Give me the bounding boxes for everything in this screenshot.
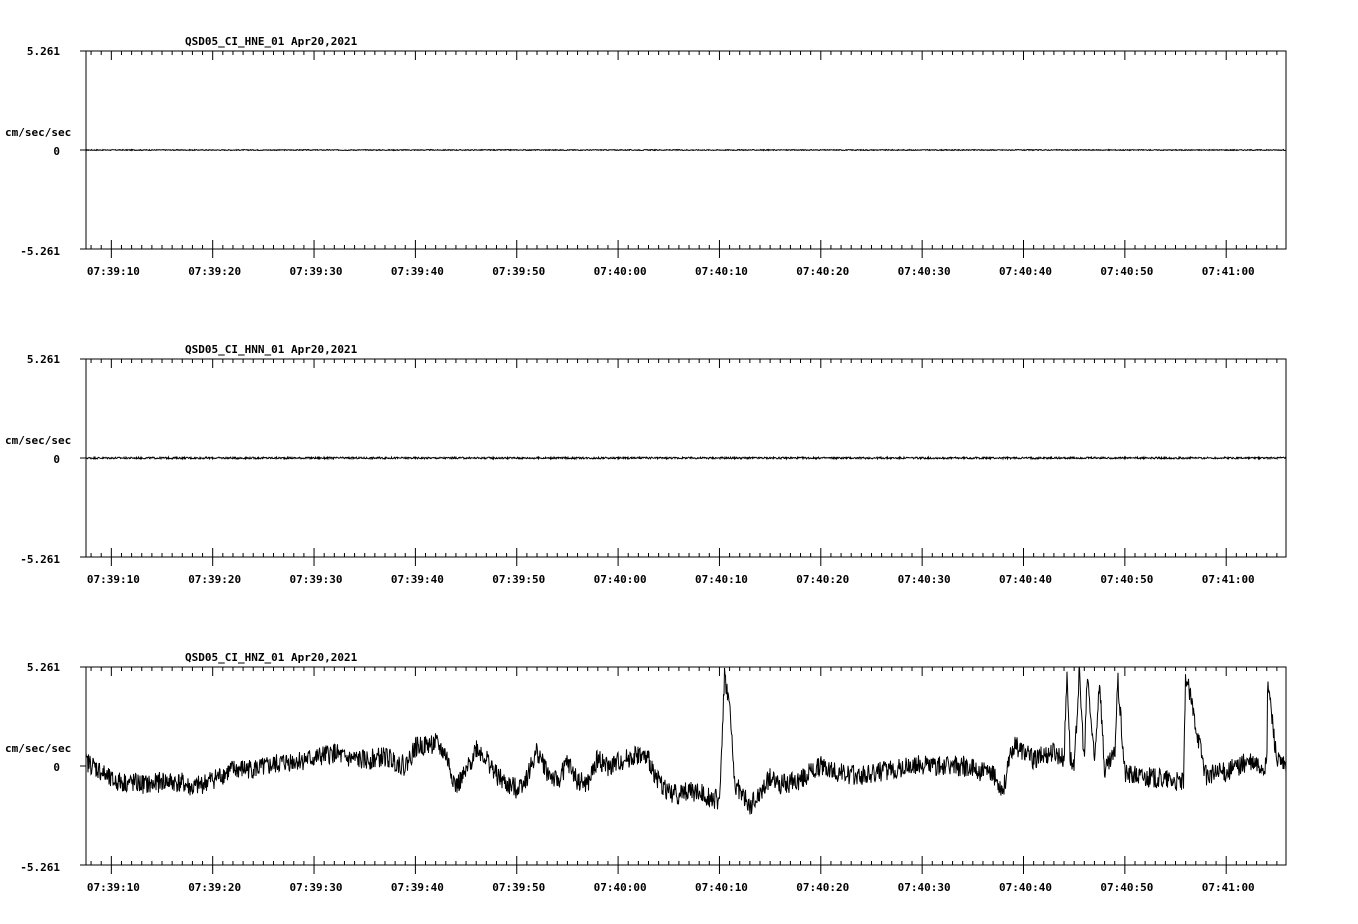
panel-hnz-title: QSD05_CI_HNZ_01 Apr20,2021 (185, 651, 358, 664)
panel-hnn-xtick-label: 07:40:00 (593, 573, 647, 586)
panel-hnz-ytick-top: 5.261 (26, 661, 60, 674)
panel-hnz-waveform (86, 667, 1286, 814)
panel-hnn-ytick-top: 5.261 (26, 353, 60, 366)
panel-hnn-xtick-label: 07:40:20 (796, 573, 850, 586)
panel-hne-xtick-label: 07:41:00 (1201, 265, 1255, 278)
panel-hne-xtick-label: 07:39:20 (188, 265, 242, 278)
panel-hnz-xtick-label: 07:40:40 (999, 881, 1052, 894)
panel-hnz-xtick-label: 07:39:10 (86, 881, 140, 894)
panel-hnn-waveform (86, 457, 1286, 459)
panel-hnz-xtick-label: 07:39:30 (289, 881, 343, 894)
panel-hnn-title: QSD05_CI_HNN_01 Apr20,2021 (185, 343, 358, 356)
panel-hne (5, 35, 1286, 278)
panel-hnn-xtick-label: 07:39:20 (188, 573, 242, 586)
panel-hnn-xtick-label: 07:40:50 (1100, 573, 1154, 586)
panel-hne-xtick-label: 07:40:20 (796, 265, 850, 278)
panel-hnn-ytick-zero: 0 (53, 453, 60, 466)
panel-hne-xtick-label: 07:40:50 (1100, 265, 1154, 278)
panel-hnn-ytick-bottom: -5.261 (20, 553, 60, 566)
panel-hnn-xtick-label: 07:39:50 (492, 573, 546, 586)
panel-hne-xtick-label: 07:39:30 (289, 265, 343, 278)
panel-hnz-ytick-zero: 0 (53, 761, 60, 774)
panel-hnz-xtick-label: 07:41:00 (1201, 881, 1255, 894)
panel-hnn-xtick-label: 07:41:00 (1201, 573, 1255, 586)
panel-hnn-xtick-label: 07:40:40 (999, 573, 1052, 586)
panel-hnn-xtick-label: 07:40:10 (694, 573, 748, 586)
panel-hnz-xtick-label: 07:40:00 (593, 881, 647, 894)
panel-hnz-ylabel: cm/sec/sec (5, 742, 72, 755)
panel-hnz (5, 651, 1286, 894)
panel-hnn (5, 343, 1286, 586)
panel-hne-xtick-label: 07:40:30 (897, 265, 951, 278)
panel-hnz-xtick-label: 07:40:20 (796, 881, 850, 894)
panel-hne-xtick-label: 07:40:40 (999, 265, 1052, 278)
panel-hnz-ytick-bottom: -5.261 (20, 861, 60, 874)
panel-hne-xtick-label: 07:39:50 (492, 265, 546, 278)
panel-hne-ytick-zero: 0 (53, 145, 60, 158)
panel-hne-ylabel: cm/sec/sec (5, 126, 72, 139)
panel-hne-xtick-label: 07:39:40 (390, 265, 444, 278)
panel-hne-xtick-label: 07:39:10 (86, 265, 140, 278)
panel-hnz-xtick-label: 07:39:20 (188, 881, 242, 894)
panel-hne-title: QSD05_CI_HNE_01 Apr20,2021 (185, 35, 358, 48)
panel-hnn-xtick-label: 07:39:40 (390, 573, 444, 586)
panel-hnn-xtick-label: 07:40:30 (897, 573, 951, 586)
panel-hnn-xtick-label: 07:39:10 (86, 573, 140, 586)
panel-hnz-xtick-label: 07:39:50 (492, 881, 546, 894)
panel-hne-ytick-top: 5.261 (26, 45, 60, 58)
panel-hnz-xtick-label: 07:40:10 (694, 881, 748, 894)
panel-hnn-ylabel: cm/sec/sec (5, 434, 72, 447)
panel-hnz-xtick-label: 07:39:40 (390, 881, 444, 894)
panel-hne-xtick-label: 07:40:10 (694, 265, 748, 278)
panel-hne-ytick-bottom: -5.261 (20, 245, 60, 258)
panel-hne-xtick-label: 07:40:00 (593, 265, 647, 278)
panel-hne-waveform (86, 150, 1286, 151)
panel-hnz-xtick-label: 07:40:30 (897, 881, 951, 894)
panel-hnz-xtick-label: 07:40:50 (1100, 881, 1154, 894)
panel-hnn-xtick-label: 07:39:30 (289, 573, 343, 586)
